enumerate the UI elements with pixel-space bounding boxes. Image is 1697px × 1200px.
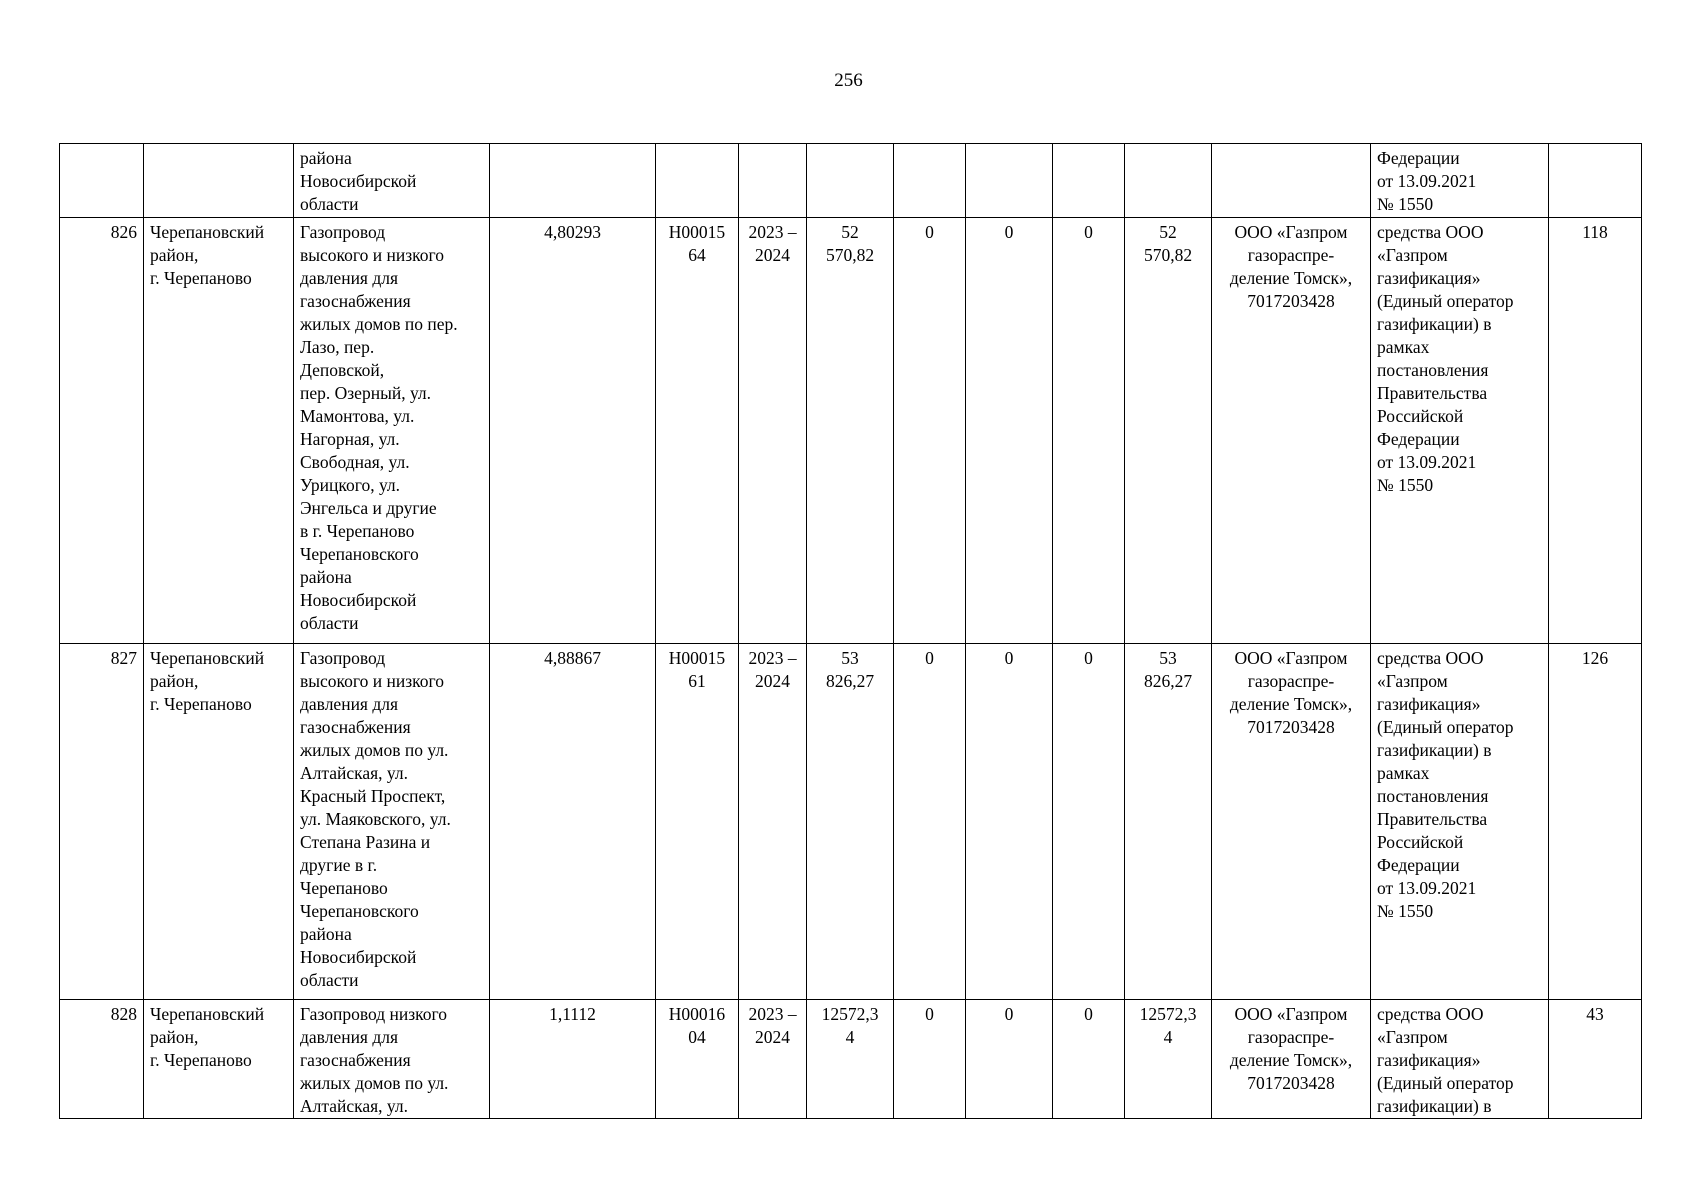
funding-source-cell: средства ООО «Газпром газификация» (Единый оператор газификации) в рамках постановления Правительства Российской Федерации от 13.09.2021 № 1550 (1371, 218, 1549, 644)
value-cell: 0 (966, 218, 1053, 644)
period-cell (739, 144, 807, 218)
count-cell (1549, 144, 1642, 218)
code-cell: Н00015 64 (656, 218, 739, 644)
value-cell: 0 (894, 644, 966, 1000)
length-cell (490, 144, 656, 218)
value-cell: 52 570,82 (1125, 218, 1212, 644)
period-cell: 2023 – 2024 (739, 1000, 807, 1119)
object-cell: Газопровод высокого и низкого давления для газоснабжения жилых домов по пер. Лазо, пер. Деповской, пер. Озерный, ул. Мамонтова, ул. Нагорная, ул. Свободная, ул. Урицкого, ул. Энгельса и другие в г. Черепаново Черепановского района Новосибирской области (294, 218, 490, 644)
count-cell: 126 (1549, 644, 1642, 1000)
period-cell: 2023 – 2024 (739, 218, 807, 644)
value-cell (966, 144, 1053, 218)
code-cell (656, 144, 739, 218)
total-cell: 52 570,82 (807, 218, 894, 644)
length-cell: 1,1112 (490, 1000, 656, 1119)
object-cell: района Новосибирской области (294, 144, 490, 218)
total-cell (807, 144, 894, 218)
row-number (60, 144, 144, 218)
page-number: 256 (834, 70, 863, 91)
operator-cell: ООО «Газпром газораспре- деление Томск», 7017203428 (1212, 218, 1371, 644)
value-cell: 0 (1053, 644, 1125, 1000)
district-cell (144, 144, 294, 218)
object-cell: Газопровод низкого давления для газоснабжения жилых домов по ул. Алтайская, ул. (294, 1000, 490, 1119)
value-cell (894, 144, 966, 218)
count-cell: 118 (1549, 218, 1642, 644)
operator-cell (1212, 144, 1371, 218)
funding-source-cell: Федерации от 13.09.2021 № 1550 (1371, 144, 1549, 218)
object-cell: Газопровод высокого и низкого давления для газоснабжения жилых домов по ул. Алтайская, ул. Красный Проспект, ул. Маяковского, ул. Степана Разина и другие в г. Черепаново Черепановского района Новосибирской области (294, 644, 490, 1000)
code-cell: Н00015 61 (656, 644, 739, 1000)
funding-source-cell: средства ООО «Газпром газификация» (Единый оператор газификации) в (1371, 1000, 1549, 1119)
gasification-table (59, 143, 1642, 1119)
total-cell: 53 826,27 (807, 644, 894, 1000)
operator-cell: ООО «Газпром газораспре- деление Томск», 7017203428 (1212, 644, 1371, 1000)
value-cell: 53 826,27 (1125, 644, 1212, 1000)
length-cell: 4,80293 (490, 218, 656, 644)
table-row (60, 144, 1642, 218)
code-cell: Н00016 04 (656, 1000, 739, 1119)
value-cell: 12572,3 4 (1125, 1000, 1212, 1119)
funding-source-cell: средства ООО «Газпром газификация» (Единый оператор газификации) в рамках постановления Правительства Российской Федерации от 13.09.2021 № 1550 (1371, 644, 1549, 1000)
value-cell: 0 (894, 1000, 966, 1119)
period-cell: 2023 – 2024 (739, 644, 807, 1000)
table-row (60, 1000, 1642, 1119)
row-number: 828 (60, 1000, 144, 1119)
total-cell: 12572,3 4 (807, 1000, 894, 1119)
count-cell: 43 (1549, 1000, 1642, 1119)
district-cell: Черепановский район, г. Черепаново (144, 644, 294, 1000)
row-number: 827 (60, 644, 144, 1000)
value-cell: 0 (966, 1000, 1053, 1119)
value-cell (1053, 144, 1125, 218)
value-cell: 0 (966, 644, 1053, 1000)
value-cell: 0 (1053, 1000, 1125, 1119)
length-cell: 4,88867 (490, 644, 656, 1000)
value-cell: 0 (894, 218, 966, 644)
district-cell: Черепановский район, г. Черепаново (144, 218, 294, 644)
district-cell: Черепановский район, г. Черепаново (144, 1000, 294, 1119)
value-cell (1125, 144, 1212, 218)
table-row (60, 644, 1642, 1000)
operator-cell: ООО «Газпром газораспре- деление Томск», 7017203428 (1212, 1000, 1371, 1119)
row-number: 826 (60, 218, 144, 644)
value-cell: 0 (1053, 218, 1125, 644)
table-row (60, 218, 1642, 644)
